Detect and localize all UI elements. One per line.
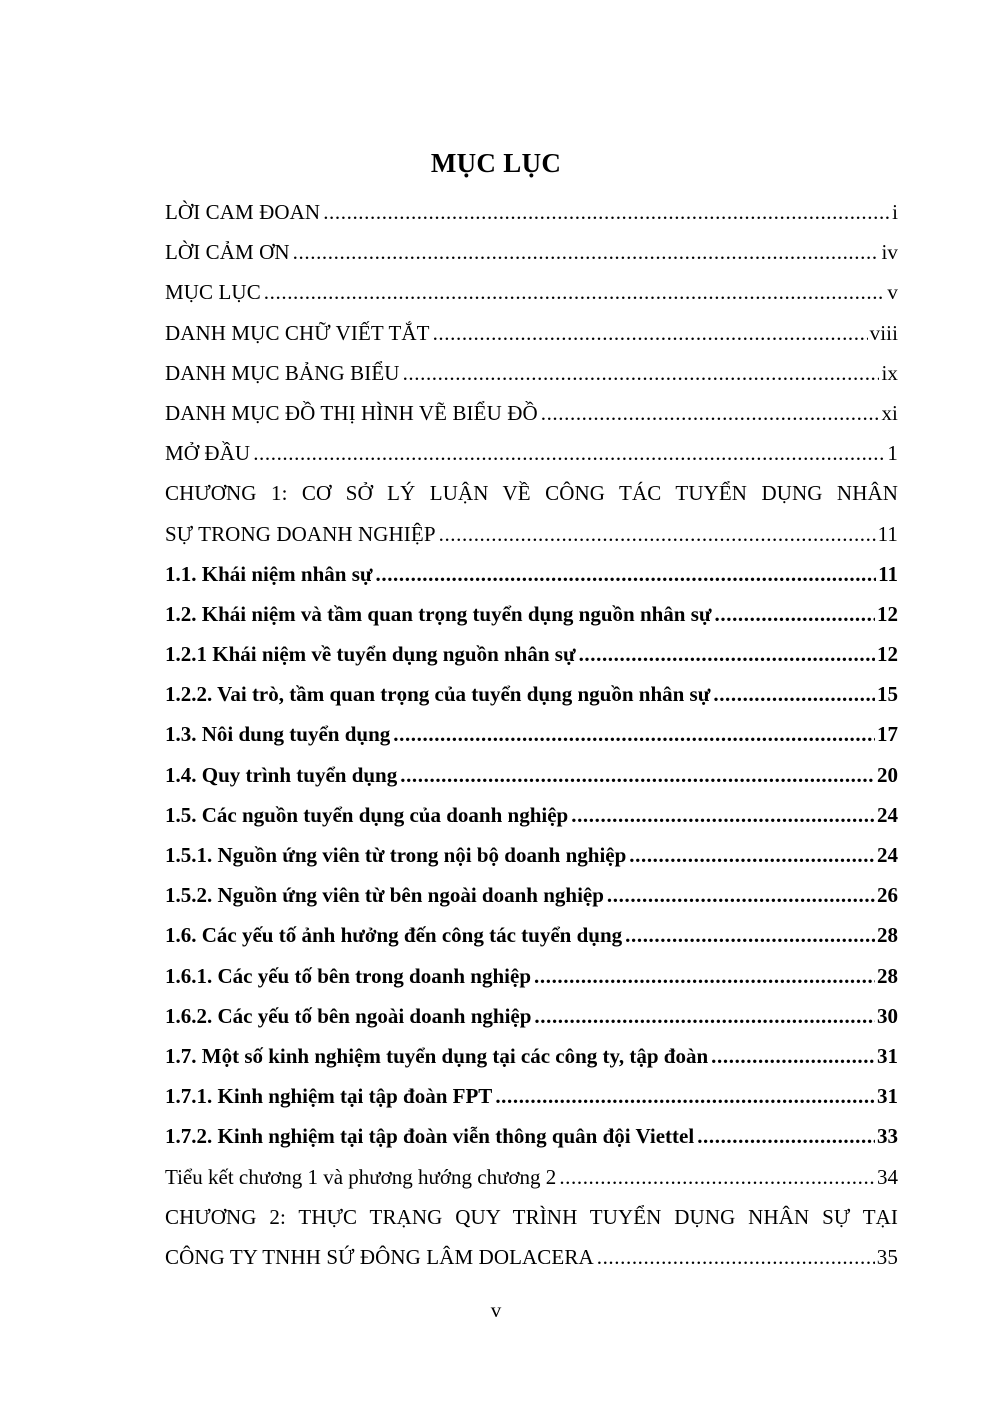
toc-entry-page: 11 [877,521,898,546]
toc-entry[interactable] [165,996,898,1036]
page-number-footer: v [490,1298,502,1322]
dot-leader [713,674,875,714]
toc-entry-label: DANH MỤC BẢNG BIỂU [165,360,400,385]
toc-chapter-heading-line[interactable]: CHƯƠNG 1: CƠ SỞ LÝ LUẬN VỀ CÔNG TÁC TUYỂN DỤNG NHÂN [165,481,898,506]
toc-entry[interactable] [165,192,898,232]
toc-entry-page: xi [881,400,898,425]
toc-entry-label: MỞ ĐẦU [165,441,251,466]
toc-entry-label: 1.4. Quy trình tuyển dụng [165,762,398,787]
toc-entry-label: 1.2. Khái niệm và tầm quan trọng tuyển dụng nguồn nhân sự [165,601,712,626]
toc-entry-label: SỰ TRONG DOANH NGHIỆP [165,521,436,546]
dot-leader [607,875,875,915]
table-of-contents [165,192,898,1277]
dot-leader [534,996,875,1036]
dot-leader [253,433,885,473]
toc-entry[interactable] [165,835,898,875]
toc-entry[interactable] [165,714,898,754]
toc-entry-label: 1.6.2. Các yếu tố bên ngoài doanh nghiệp [165,1003,532,1028]
toc-entry[interactable] [165,795,898,835]
toc-entry[interactable] [165,755,898,795]
toc-entry-page: 28 [877,963,898,988]
dot-leader [376,554,877,594]
dot-leader [403,353,880,393]
toc-entry-label: 1.5.2. Nguồn ứng viên từ bên ngoài doanh nghiệp [165,883,604,908]
dot-leader [559,1157,875,1197]
page-title: MỤC LỤC [430,148,562,178]
toc-entry-page: 31 [877,1084,898,1109]
toc-entry-page: 24 [877,843,898,867]
dot-leader [495,1076,875,1116]
toc-entry-page: 1 [887,441,898,466]
toc-entry-label: CÔNG TY TNHH SỨ ĐÔNG LÂM DOLACERA [165,1244,594,1269]
toc-entry-page: 26 [877,883,898,908]
toc-entry-label: 1.2.1 Khái niệm về tuyển dụng nguồn nhân sự [165,642,576,667]
toc-entry-page: 12 [877,601,898,626]
toc-entry-label: LỜI CAM ĐOAN [165,200,321,224]
dot-leader [597,1237,875,1277]
dot-leader [541,393,880,433]
toc-entry-page: 31 [877,1043,898,1068]
toc-entry[interactable] [165,1157,898,1197]
toc-entry[interactable] [165,433,898,473]
toc-entry[interactable] [165,674,898,714]
toc-entry-page: 11 [878,561,898,586]
toc-entry-page: 30 [877,1003,898,1028]
toc-entry-label: 1.7. Một số kinh nghiệm tuyển dụng tại các công ty, tập đoàn [165,1043,709,1068]
toc-entry[interactable] [165,232,898,272]
toc-entry-label: DANH MỤC ĐỒ THỊ HÌNH VẼ BIỂU ĐỒ [165,400,538,425]
toc-entry[interactable] [165,353,898,393]
toc-entry-page: viii [869,320,898,345]
toc-entry-label: 1.6.1. Các yếu tố bên trong doanh nghiệp [165,963,532,988]
toc-entry-label: 1.5. Các nguồn tuyển dụng của doanh nghiệp [165,802,569,827]
toc-entry[interactable] [165,554,898,594]
toc-entry-page: 24 [877,802,898,827]
toc-entry[interactable] [165,393,898,433]
toc-entry-label: 1.3. Nôi dung tuyển dụng [165,722,391,747]
toc-entry-page: 12 [877,642,898,667]
dot-leader [625,915,875,955]
toc-entry-label: 1.5.1. Nguồn ứng viên từ trong nội bộ doanh nghiệp [165,843,627,867]
dot-leader [323,192,890,232]
toc-entry-page: 17 [877,722,898,747]
toc-entry-label: DANH MỤC CHỮ VIẾT TẮT [165,320,430,345]
dot-leader [393,714,875,754]
dot-leader [629,835,875,875]
dot-leader [433,313,868,353]
toc-entry-page: 15 [877,682,898,707]
toc-entry-page: 28 [877,923,898,948]
toc-entry[interactable] [165,1076,898,1116]
toc-entry-label: 1.6. Các yếu tố ảnh hưởng đến công tác tuyển dụng [165,923,623,948]
toc-entry-page: iv [881,240,898,265]
toc-entry[interactable] [165,1237,898,1277]
dot-leader [579,634,875,674]
toc-entry-label: 1.7.2. Kinh nghiệm tại tập đoàn viễn thông quân đội Viettel [165,1124,695,1149]
toc-entry-page: 35 [876,1244,898,1269]
toc-entry-label: LỜI CẢM ƠN [165,240,290,265]
toc-entry-label: Tiểu kết chương 1 và phương hướng chương 2 [165,1164,557,1189]
toc-entry[interactable] [165,594,898,634]
toc-entry[interactable] [165,1036,898,1076]
dot-leader [264,272,886,312]
toc-entry[interactable] [165,915,898,955]
toc-entry[interactable] [165,956,898,996]
toc-entry-page: 33 [877,1124,898,1149]
toc-chapter-heading-line[interactable]: CHƯƠNG 2: THỰC TRẠNG QUY TRÌNH TUYỂN DỤNG NHÂN SỰ TẠI [165,1204,898,1229]
toc-entry-page: ix [881,360,898,385]
toc-entry[interactable] [165,514,898,554]
toc-entry[interactable] [165,875,898,915]
toc-entry-page: 34 [877,1164,898,1189]
dot-leader [534,956,875,996]
dot-leader [711,1036,875,1076]
dot-leader [571,795,875,835]
toc-entry-label: 1.2.2. Vai trò, tầm quan trọng của tuyển dụng nguồn nhân sự [165,682,711,707]
toc-entry-label: MỤC LỤC [165,280,261,305]
toc-entry[interactable] [165,1116,898,1156]
toc-entry-page: 20 [877,762,898,787]
dot-leader [715,594,875,634]
toc-entry-page: v [887,280,898,305]
toc-entry[interactable] [165,634,898,674]
toc-entry[interactable] [165,313,898,353]
dot-leader [400,755,875,795]
toc-entry-label: 1.7.1. Kinh nghiệm tại tập đoàn FPT [165,1084,493,1109]
dot-leader [293,232,880,272]
dot-leader [697,1116,875,1156]
dot-leader [439,514,876,554]
toc-entry[interactable] [165,272,898,312]
toc-entry-page: i [892,200,898,224]
toc-entry-label: 1.1. Khái niệm nhân sự [165,561,373,586]
